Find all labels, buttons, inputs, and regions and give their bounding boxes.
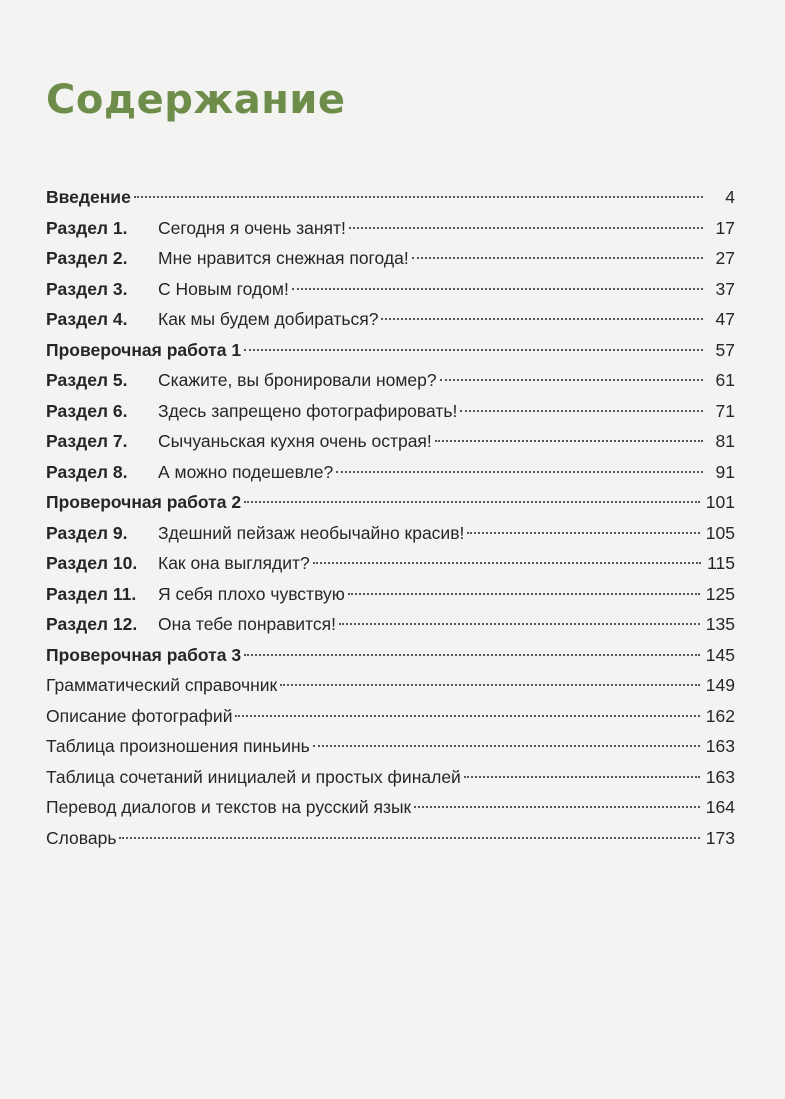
dot-leader — [381, 318, 703, 320]
dot-leader — [412, 257, 703, 259]
dot-leader — [292, 288, 703, 290]
page-title: Содержание — [46, 77, 346, 123]
toc-entry — [46, 487, 735, 518]
dot-leader — [244, 349, 703, 351]
toc-entry — [46, 792, 735, 823]
dot-leader — [414, 806, 700, 808]
toc-entry — [46, 274, 735, 305]
toc-entry — [46, 640, 735, 671]
toc-entry-page-number: 173 — [705, 827, 735, 848]
toc-entry-title: Она тебе понравится! — [158, 614, 336, 634]
toc-entry-title: Как она выглядит? — [158, 553, 310, 573]
toc-entry-page-number: 71 — [715, 400, 735, 421]
toc-entry-title: Введение — [46, 187, 131, 207]
dot-leader — [119, 837, 699, 839]
toc-entry-title: Я себя плохо чувствую — [158, 583, 345, 604]
toc-entry — [46, 304, 735, 335]
dot-leader — [464, 776, 700, 778]
toc-entry-page-number: 105 — [705, 522, 735, 543]
toc-entry — [46, 457, 735, 488]
toc-entry-page-number: 115 — [707, 553, 735, 573]
toc-entry-title: Мне нравится снежная погода! — [158, 248, 409, 268]
toc-entry-page-number: 135 — [705, 614, 735, 634]
dot-leader — [435, 440, 703, 442]
toc-entry-page-number: 145 — [705, 644, 735, 665]
toc-entry — [46, 335, 735, 366]
toc-entry-label: Раздел 3. — [46, 278, 128, 299]
toc-entry-page-number: 163 — [705, 766, 735, 787]
dot-leader — [348, 593, 700, 595]
toc-entry-page-number: 57 — [715, 339, 735, 360]
dot-leader — [280, 684, 700, 686]
dot-leader — [467, 532, 699, 534]
toc-entry-page-number: 164 — [705, 797, 735, 817]
toc-entry-label: Раздел 4. — [46, 309, 128, 329]
toc-entry — [46, 548, 735, 579]
toc-entry-label: Раздел 10. — [46, 553, 138, 573]
toc-entry-label: Раздел 7. — [46, 431, 128, 451]
toc-entry-page-number: 27 — [715, 248, 735, 268]
toc-entry-title: Скажите, вы бронировали номер? — [158, 370, 437, 390]
dot-leader — [313, 745, 700, 747]
toc-entry-page-number: 125 — [705, 583, 735, 604]
toc-entry — [46, 426, 735, 457]
toc-entry-title: Перевод диалогов и текстов на русский язык — [46, 797, 412, 817]
toc-entry-page-number: 149 — [705, 675, 735, 695]
toc-entry-page-number: 101 — [705, 492, 735, 512]
toc-entry-label: Раздел 8. — [46, 461, 128, 482]
toc-entry-page-number: 17 — [715, 217, 735, 238]
dot-leader — [336, 471, 703, 473]
toc-entry-label: Раздел 1. — [46, 217, 128, 238]
toc-entry-page-number: 162 — [705, 705, 735, 726]
toc-entry — [46, 243, 735, 274]
toc-entry-label: Раздел 6. — [46, 400, 128, 421]
toc-entry-page-number: 91 — [715, 461, 735, 482]
toc-entry — [46, 670, 735, 701]
toc-entry-page-number: 37 — [715, 278, 735, 299]
toc-entry-title: Здесь запрещено фотографировать! — [158, 400, 458, 421]
toc-entry-title: Сегодня я очень занят! — [158, 217, 346, 238]
dot-leader — [440, 379, 703, 381]
toc-entry-page-number: 61 — [715, 370, 735, 390]
toc-entry-title: Словарь — [46, 827, 117, 848]
dot-leader — [134, 196, 703, 198]
toc-entry-title: Таблица произношения пиньинь — [46, 736, 310, 756]
toc-entry-title: Таблица сочетаний инициалей и простых финалей — [46, 766, 461, 787]
toc-entry — [46, 518, 735, 549]
dot-leader — [244, 654, 700, 656]
dot-leader — [460, 410, 703, 412]
toc-entry-page-number: 163 — [705, 736, 735, 756]
toc-entry-label: Раздел 11. — [46, 583, 137, 604]
toc-entry — [46, 182, 735, 213]
toc-entry-page-number: 4 — [725, 187, 735, 207]
dot-leader — [313, 562, 701, 564]
toc-entry-title: Проверочная работа 3 — [46, 644, 242, 665]
toc-entry-title: Проверочная работа 2 — [46, 492, 242, 512]
toc-entry — [46, 762, 735, 793]
toc-entry — [46, 609, 735, 640]
toc-entry — [46, 365, 735, 396]
dot-leader — [235, 715, 699, 717]
toc-entry-label: Раздел 12. — [46, 614, 138, 634]
toc-entry-title: А можно подешевле? — [158, 461, 334, 482]
toc-entry-title: Описание фотографий — [46, 705, 233, 726]
dot-leader — [244, 501, 700, 503]
table-of-contents — [46, 182, 735, 853]
toc-entry-title: Сычуаньская кухня очень острая! — [158, 431, 432, 451]
toc-entry-page-number: 47 — [715, 309, 735, 329]
toc-entry — [46, 396, 735, 427]
toc-entry — [46, 213, 735, 244]
toc-entry-title: Здешний пейзаж необычайно красив! — [158, 522, 465, 543]
toc-entry-title: Как мы будем добираться? — [158, 309, 379, 329]
toc-entry-title: С Новым годом! — [158, 278, 289, 299]
toc-entry-title: Проверочная работа 1 — [46, 339, 242, 360]
toc-entry-page-number: 81 — [715, 431, 735, 451]
toc-entry — [46, 823, 735, 854]
dot-leader — [349, 227, 703, 229]
toc-entry — [46, 731, 735, 762]
toc-entry-label: Раздел 5. — [46, 370, 128, 390]
toc-entry-label: Раздел 9. — [46, 522, 128, 543]
toc-entry — [46, 579, 735, 610]
toc-entry-title: Грамматический справочник — [46, 675, 278, 695]
toc-entry — [46, 701, 735, 732]
dot-leader — [339, 623, 700, 625]
toc-entry-label: Раздел 2. — [46, 248, 128, 268]
